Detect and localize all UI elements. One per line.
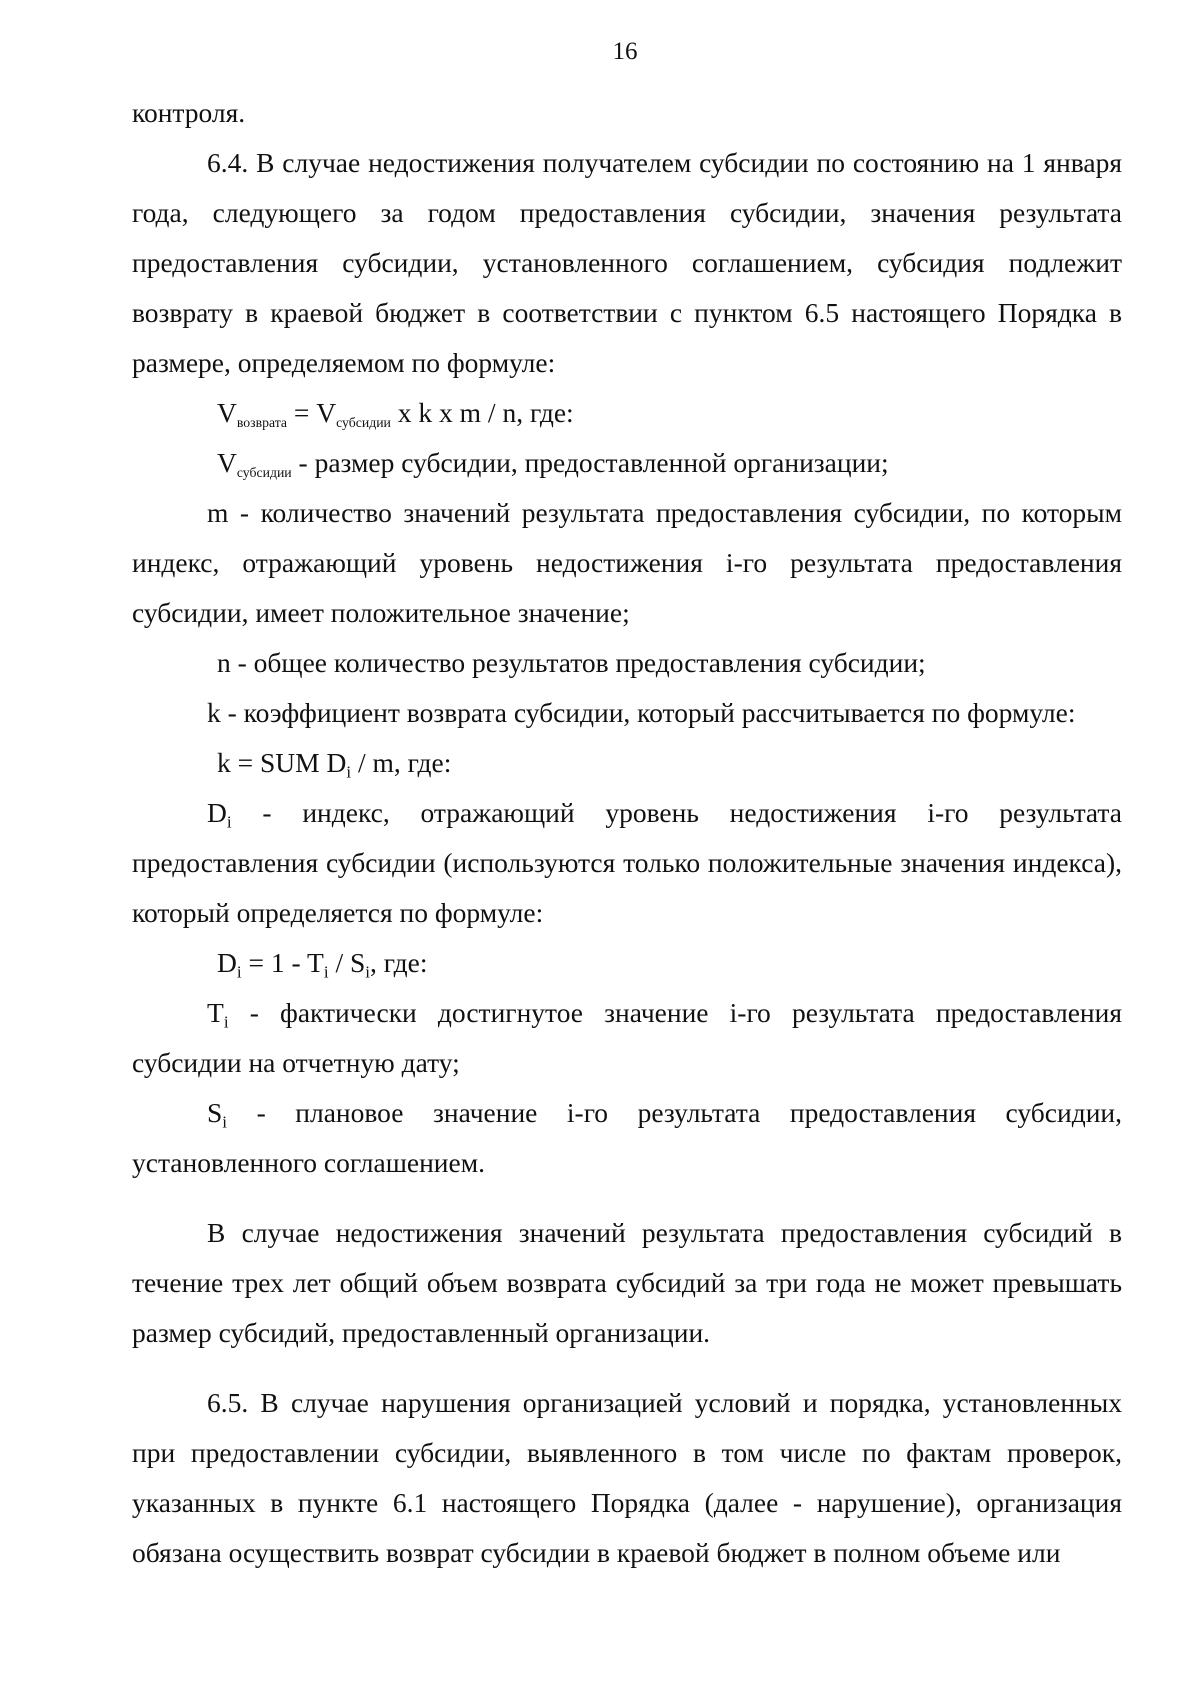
definition-k: k - коэффициент возврата субсидии, который рассчитывается по формуле:: [207, 697, 1076, 728]
definition-di-text: - индекс, отражающий уровень недостижения i-го результата предоставления субсидии (используются только положительные значения индекса), который определяется по формуле:: [132, 797, 1122, 928]
paragraph-6-5: 6.5. В случае нарушения организацией условий и порядка, установленных при предоставлении субсидии, выявленного в том числе по фактам проверок, указанных в пункте 6.1 настоящего Порядка (далее - нарушение), организация обязана осуществить возврат субсидии в краевой бюджет в полном объеме или: [132, 1387, 1122, 1568]
definition-v-subscript: субсидии: [236, 464, 292, 480]
formula-k: [132, 738, 1122, 788]
definition-si: [132, 1088, 1122, 1188]
definition-ti: [132, 988, 1122, 1088]
formula-di-post: , где:: [369, 947, 428, 978]
subscript-return: возврата: [236, 414, 287, 430]
definition-n: n - общее количество результатов предоставления субсидии;: [217, 647, 926, 678]
formula-di-sub-t: i: [323, 962, 329, 982]
formula-return-amount: [132, 388, 1122, 438]
definition-ti-subscript: i: [223, 1012, 229, 1032]
definition-v-text: - размер субсидии, предоставленной организации;: [291, 447, 889, 478]
formula-di-sub-d: i: [236, 962, 242, 982]
formula-equals: =: [286, 397, 317, 428]
definition-v-symbol: V: [217, 447, 237, 478]
definition-v-subsidy: [132, 438, 1122, 488]
formula-rest: x k x m / n, где:: [390, 397, 574, 428]
formula-k-pre: k = SUM D: [217, 747, 347, 778]
definition-di-symbol: D: [207, 797, 227, 828]
formula-di-mid1: = 1 - T: [241, 947, 324, 978]
paragraph-continuation: контроля.: [132, 97, 246, 128]
definition-si-subscript: i: [222, 1112, 228, 1132]
subscript-subsidy: субсидии: [336, 414, 391, 430]
formula-di-d: D: [217, 947, 237, 978]
formula-v-return: V: [217, 397, 237, 428]
definition-ti-text: - фактически достигнутое значение i-го результата предоставления субсидии на отчетную дату;: [132, 997, 1122, 1078]
definition-si-symbol: S: [207, 1097, 223, 1128]
formula-v-subsidy: V: [316, 397, 337, 428]
paragraph-three-years: В случае недостижения значений результата предоставления субсидий в течение трех лет общий объем возврата субсидий за три года не может превышать размер субсидий, предоставленный организации.: [132, 1217, 1122, 1348]
page-number: 16: [612, 38, 638, 65]
document-body: [132, 88, 1122, 1578]
formula-di: [132, 938, 1122, 988]
definition-di: [132, 788, 1122, 938]
formula-k-subscript: i: [346, 762, 352, 782]
formula-di-sub-s: i: [365, 962, 370, 982]
definition-m: m - количество значений результата предоставления субсидии, по которым индекс, отражающий уровень недостижения i-го результата предоставления субсидии, имеет положительное значение;: [132, 497, 1122, 628]
definition-si-text: - плановое значение i-го результата предоставления субсидии, установленного соглашением.: [132, 1097, 1122, 1178]
paragraph-6-4: 6.4. В случае недостижения получателем субсидии по состоянию на 1 января года, следующего за годом предоставления субсидии, значения результата предоставления субсидии, установленного соглашением, субсидия подлежит возврату в краевой бюджет в соответствии с пунктом 6.5 настоящего Порядка в размере, определяемом по формуле:: [132, 147, 1122, 378]
formula-k-post: / m, где:: [351, 747, 452, 778]
definition-ti-symbol: T: [207, 997, 224, 1028]
formula-di-mid2: / S: [328, 947, 366, 978]
definition-di-subscript: i: [226, 812, 232, 832]
